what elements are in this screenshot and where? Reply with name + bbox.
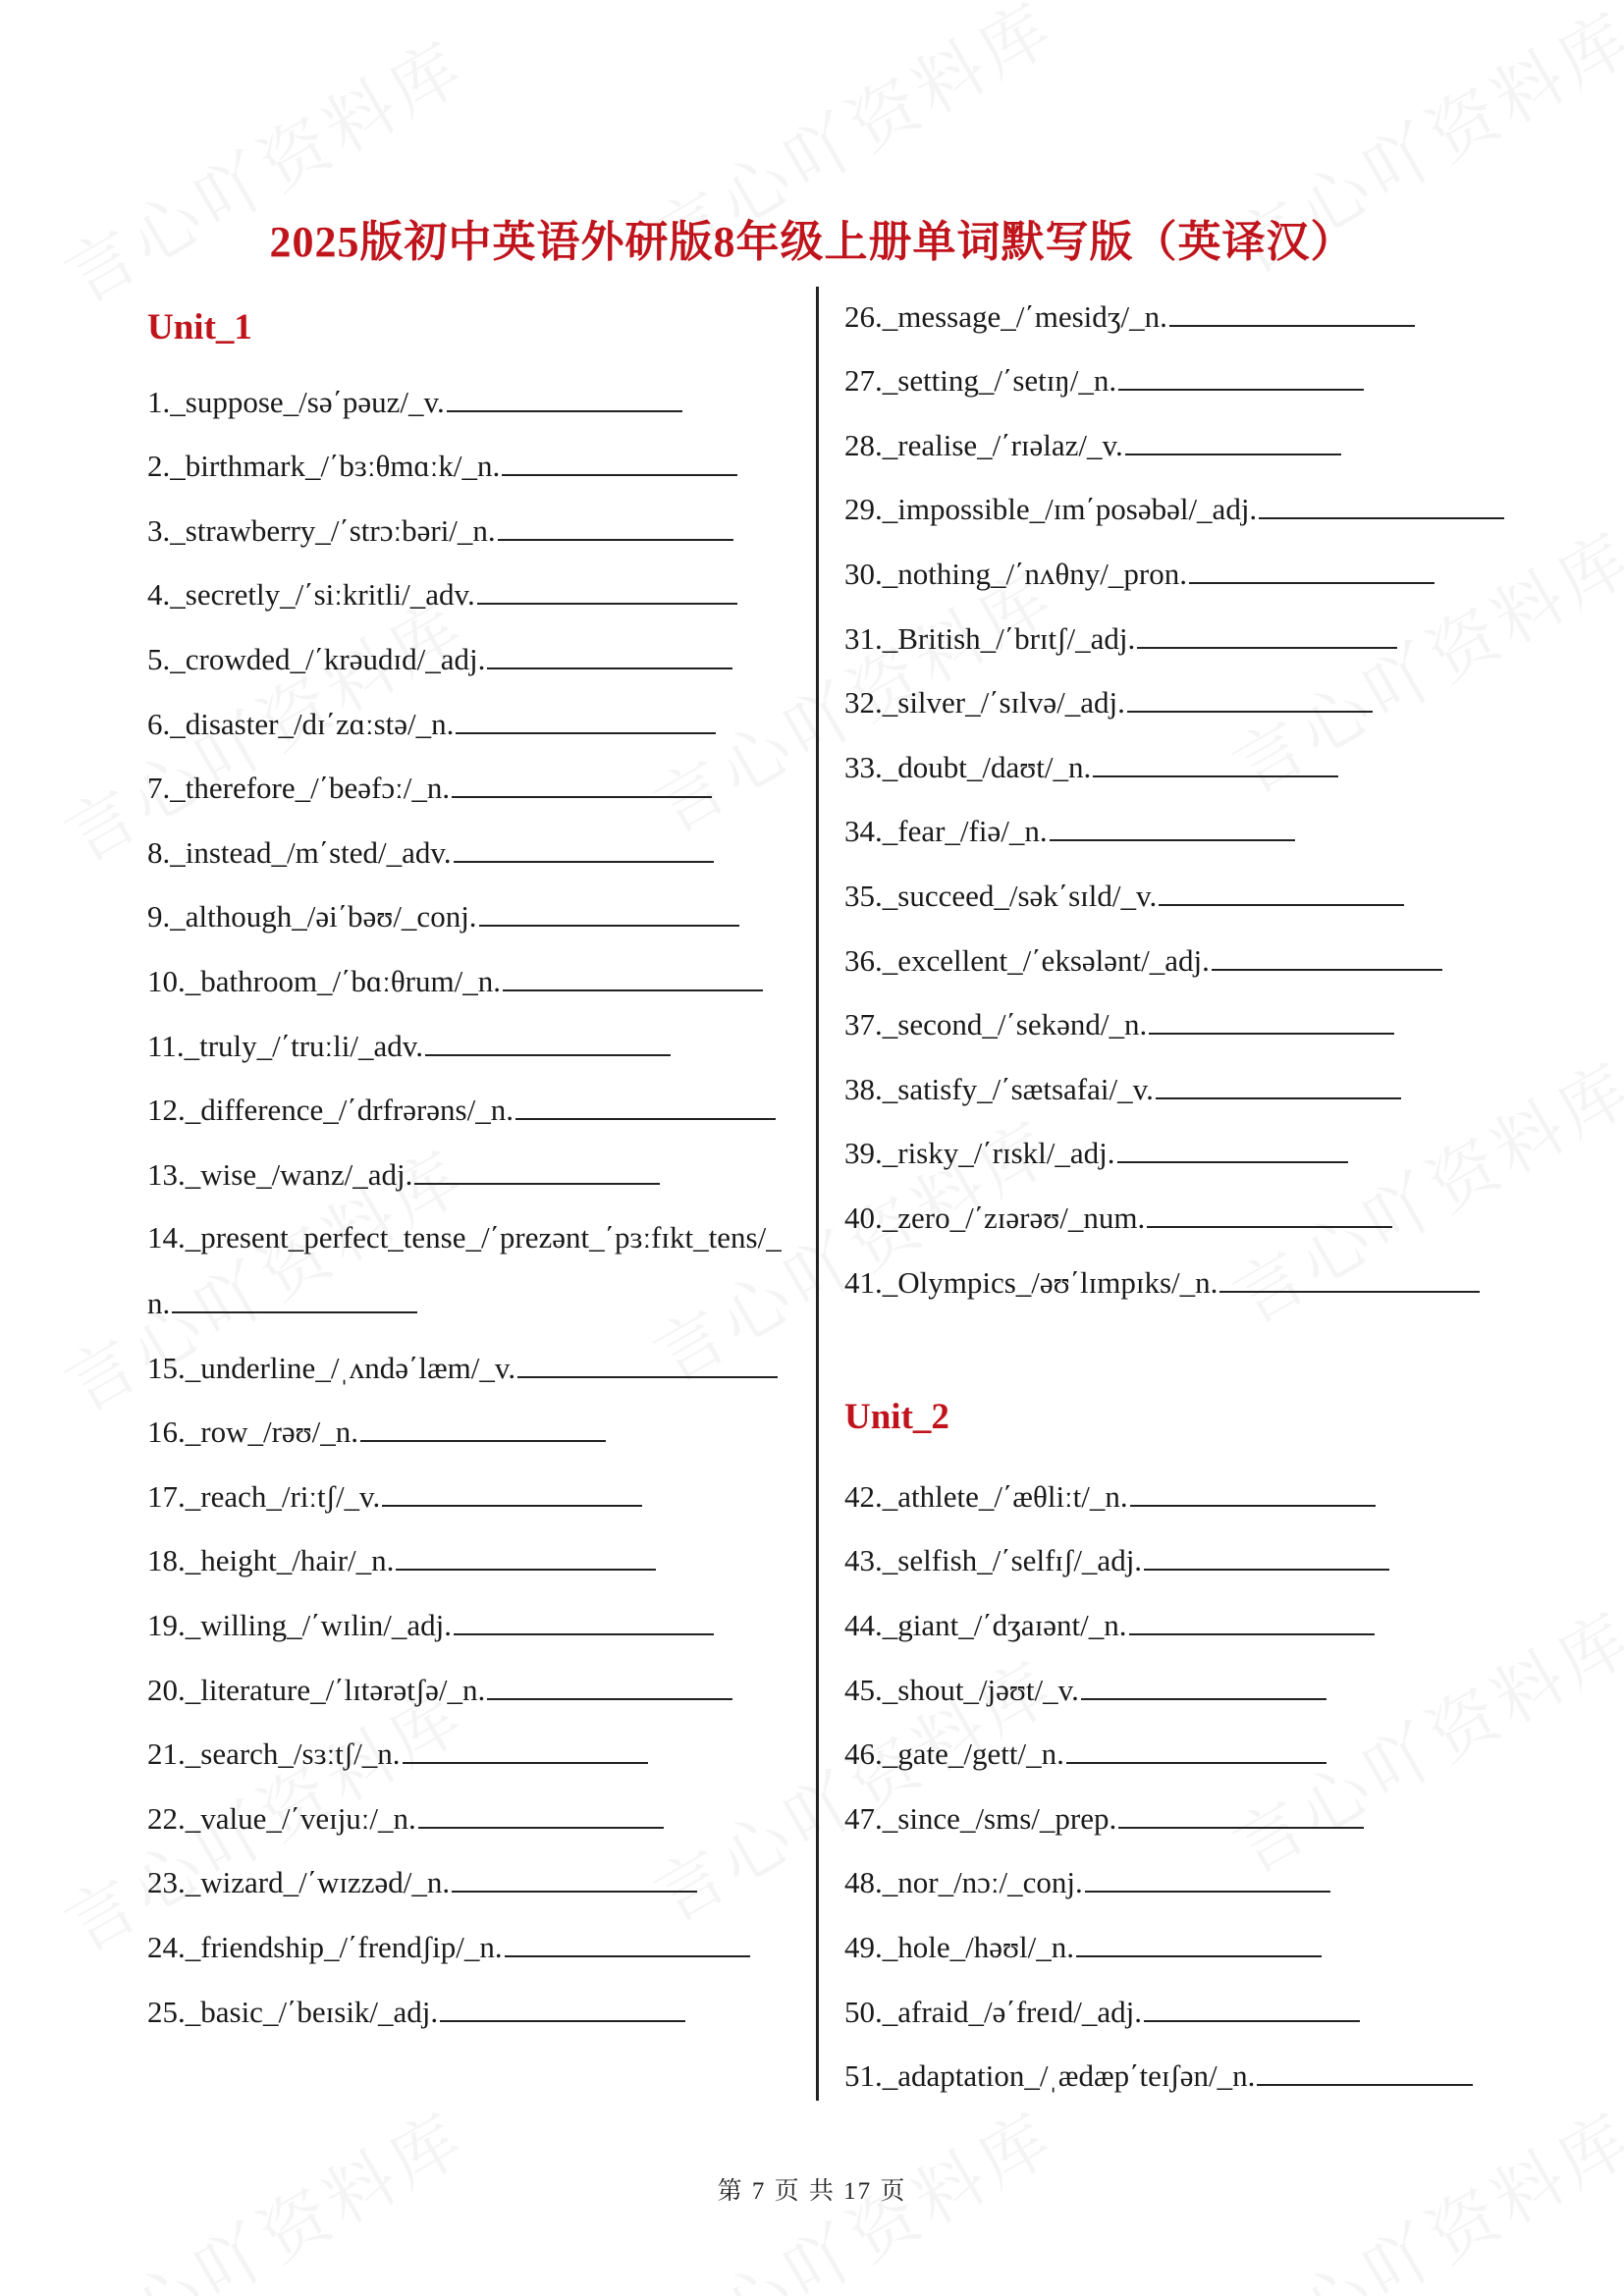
- entry-text: 26._message_/΄mesidʒ/_n.: [844, 299, 1167, 334]
- footer-prefix: 第: [717, 2178, 744, 2205]
- vocab-entry: [147, 1351, 778, 1385]
- entry-text: 39._risky_/΄rɪskl/_adj.: [844, 1136, 1115, 1170]
- footer-mid: 页 共: [774, 2178, 836, 2205]
- vocab-entry: [844, 879, 1404, 913]
- answer-blank[interactable]: [1149, 1007, 1394, 1035]
- vocab-entry: [844, 1543, 1389, 1577]
- vocab-entry: [844, 1736, 1326, 1771]
- footer-suffix: 页: [880, 2178, 907, 2205]
- entry-text: 11._truly_/΄truːli/_adv.: [147, 1029, 423, 1063]
- entry-text: 6._disaster_/dɪ΄zɑːstə/_n.: [147, 707, 455, 741]
- answer-blank[interactable]: [505, 1930, 750, 1957]
- vocab-entry: [844, 814, 1295, 848]
- entry-text: 4._secretly_/΄siːkritli/_adv.: [147, 577, 475, 612]
- vocab-entry: [147, 1608, 714, 1642]
- vocab-entry: [147, 449, 737, 483]
- answer-blank[interactable]: [396, 1543, 656, 1571]
- vocab-entry: [844, 1865, 1330, 1899]
- answer-blank[interactable]: [1156, 1072, 1401, 1099]
- vocab-entry: [844, 428, 1341, 462]
- entry-text: 50._afraid_/ə΄freɪd/_adj.: [844, 1995, 1142, 2029]
- vocab-entry: [147, 771, 712, 805]
- answer-blank[interactable]: [418, 1801, 664, 1829]
- answer-blank[interactable]: [1093, 750, 1338, 777]
- entry-text: 29._impossible_/ɪm΄posəbəl/_adj.: [844, 492, 1258, 526]
- answer-blank[interactable]: [452, 1865, 697, 1893]
- entry-text: 32._silver_/΄sɪlvə/_adj.: [844, 685, 1125, 720]
- answer-blank[interactable]: [1050, 814, 1295, 841]
- vocab-entry: [844, 1608, 1375, 1642]
- answer-blank[interactable]: [1212, 943, 1442, 971]
- vocab-entry: [844, 1801, 1364, 1836]
- answer-blank[interactable]: [1076, 1930, 1322, 1957]
- vocab-entry: [147, 1479, 642, 1514]
- entry-text: 2._birthmark_/΄bɜːθmɑːk/_n.: [147, 449, 501, 483]
- answer-blank[interactable]: [447, 385, 682, 412]
- answer-blank[interactable]: [515, 1093, 776, 1120]
- answer-blank[interactable]: [487, 1673, 732, 1700]
- vocab-entry: [147, 1221, 782, 1255]
- vocab-entry: [844, 1265, 1480, 1300]
- entry-text: 37._second_/΄sekənd/_n.: [844, 1007, 1148, 1041]
- entry-text: 21._search_/sɜːtʃ/_n.: [147, 1736, 401, 1771]
- vocab-entry: [844, 621, 1397, 656]
- entry-text: 23._wizard_/΄wɪzzəd/_n.: [147, 1865, 451, 1899]
- entry-text: 31._British_/΄brɪtʃ/_adj.: [844, 621, 1136, 656]
- answer-blank[interactable]: [479, 899, 739, 927]
- vocab-entry: [147, 1801, 664, 1836]
- entry-text: 17._reach_/riːtʃ/_v.: [147, 1479, 381, 1514]
- entry-text: 46._gate_/gett/_n.: [844, 1736, 1064, 1771]
- entry-text: 45._shout_/jəʊt/_v.: [844, 1673, 1079, 1707]
- answer-blank[interactable]: [456, 707, 716, 734]
- answer-blank[interactable]: [454, 835, 714, 863]
- entry-text: 34._fear_/fiə/_n.: [844, 814, 1048, 848]
- entry-text: 14._present_perfect_tense_/΄prezənt_΄pɜːfɪkt_tens/_: [147, 1220, 782, 1255]
- entry-text: 47._since_/sms/_prep.: [844, 1801, 1117, 1836]
- vocab-entry: [844, 363, 1364, 398]
- entry-text: 30._nothing_/΄nʌθny/_pron.: [844, 557, 1187, 591]
- answer-blank[interactable]: [1127, 685, 1373, 713]
- vocab-entry: [147, 1543, 656, 1577]
- page-title: 2025版初中英语外研版8年级上册单词默写版（英译汉）: [269, 218, 1355, 266]
- vocab-entry: [147, 1930, 750, 1964]
- unit-heading: Unit_2: [844, 1397, 949, 1437]
- answer-blank[interactable]: [1147, 1201, 1392, 1228]
- answer-blank[interactable]: [1130, 1479, 1376, 1507]
- entry-text: 51._adaptation_/ˌædæp΄teɪʃən/_n.: [844, 2058, 1256, 2093]
- answer-blank[interactable]: [502, 449, 737, 476]
- watermark: [44, 13, 481, 322]
- answer-blank[interactable]: [414, 1157, 660, 1185]
- answer-blank[interactable]: [1118, 363, 1364, 391]
- entry-text: 16._row_/rəʊ/_n.: [147, 1415, 359, 1449]
- footer-page-number: 7: [751, 2178, 767, 2205]
- answer-blank[interactable]: [517, 1351, 778, 1378]
- vocab-entry: [844, 1136, 1348, 1170]
- entry-text: 1._suppose_/sə΄pəuz/_v.: [147, 385, 445, 419]
- answer-blank[interactable]: [498, 513, 733, 541]
- entry-text: 8._instead_/m΄sted/_adv.: [147, 835, 452, 870]
- answer-blank[interactable]: [1259, 492, 1504, 519]
- answer-blank[interactable]: [1219, 1265, 1480, 1293]
- unit-heading: Unit_1: [147, 307, 252, 347]
- entry-text: 40._zero_/΄zɪərəʊ/_num.: [844, 1201, 1146, 1235]
- answer-blank[interactable]: [1125, 428, 1341, 455]
- vocab-entry: [844, 1201, 1392, 1235]
- entry-text: 18._height_/hair/_n.: [147, 1543, 395, 1577]
- entry-text: 48._nor_/nɔː/_conj.: [844, 1865, 1083, 1899]
- vocab-entry: [147, 1736, 648, 1771]
- answer-blank[interactable]: [1189, 557, 1435, 584]
- entry-text: 43._selfish_/΄selfɪʃ/_adj.: [844, 1543, 1143, 1577]
- vocab-entry: [147, 964, 763, 998]
- vocab-entry: [147, 899, 739, 934]
- entry-text: 41._Olympics_/əʊ΄lɪmpɪks/_n.: [844, 1265, 1218, 1300]
- vocab-entry: [844, 750, 1338, 784]
- answer-blank[interactable]: [425, 1029, 671, 1056]
- vocab-entry: [844, 557, 1435, 591]
- entry-text: 28._realise_/΄rɪəlaz/_v.: [844, 428, 1123, 462]
- answer-blank[interactable]: [1117, 1136, 1348, 1163]
- answer-blank[interactable]: [1085, 1865, 1330, 1893]
- entry-text: 33._doubt_/daʊt/_n.: [844, 750, 1092, 784]
- answer-blank[interactable]: [360, 1415, 606, 1442]
- entry-text: 49._hole_/həʊl/_n.: [844, 1930, 1074, 1964]
- entry-text: 15._underline_/ˌʌndə΄læm/_v.: [147, 1351, 516, 1385]
- entry-text: 10._bathroom_/΄bɑːθrum/_n.: [147, 964, 501, 998]
- answer-blank[interactable]: [1129, 1608, 1375, 1635]
- vocab-entry: [844, 1007, 1394, 1041]
- vocab-entry: [147, 1673, 732, 1707]
- entry-text: 12._difference_/΄drfrərəns/_n.: [147, 1093, 514, 1127]
- entry-text: 13._wise_/wanz/_adj.: [147, 1157, 413, 1192]
- vocab-entry: [147, 1029, 671, 1063]
- answer-blank[interactable]: [1144, 1543, 1389, 1571]
- vocab-entry: [147, 642, 732, 676]
- answer-blank[interactable]: [172, 1286, 417, 1313]
- entry-text: 25._basic_/΄beɪsik/_adj.: [147, 1995, 439, 2029]
- vocab-entry: [844, 1479, 1376, 1514]
- answer-blank[interactable]: [477, 577, 737, 605]
- vocab-entry: [844, 1930, 1322, 1964]
- entry-text: 20._literature_/΄lɪtərətʃə/_n.: [147, 1673, 486, 1707]
- vocab-entry: [844, 1995, 1360, 2029]
- answer-blank[interactable]: [1137, 621, 1397, 649]
- answer-blank[interactable]: [1159, 879, 1404, 906]
- entry-text: 7._therefore_/΄beəfɔː/_n.: [147, 771, 451, 805]
- vocab-entry: [147, 707, 716, 741]
- vocab-entry: [844, 943, 1442, 978]
- vocab-entry: [844, 1673, 1326, 1707]
- vocab-entry: [147, 513, 733, 548]
- entry-text: 35._succeed_/sək΄sɪld/_v.: [844, 879, 1158, 913]
- entry-text: 5._crowded_/΄krəudɪd/_adj.: [147, 642, 486, 676]
- answer-blank[interactable]: [440, 1995, 685, 2022]
- footer-total-pages: 17: [843, 2178, 873, 2205]
- answer-blank[interactable]: [1169, 299, 1415, 327]
- vocab-entry: [844, 1072, 1401, 1106]
- vocab-entry: [147, 1093, 776, 1127]
- answer-blank[interactable]: [1081, 1673, 1326, 1700]
- entry-text: 36._excellent_/΄eksələnt/_adj.: [844, 943, 1210, 978]
- vocab-entry: [147, 1157, 660, 1192]
- answer-blank[interactable]: [1257, 2058, 1473, 2086]
- answer-blank[interactable]: [454, 1608, 714, 1635]
- page-footer: [0, 2171, 1624, 2207]
- entry-text: 19._willing_/΄wɪlin/_adj.: [147, 1608, 452, 1642]
- answer-blank[interactable]: [1144, 1995, 1360, 2022]
- vocab-entry: [844, 299, 1415, 334]
- column-divider: [816, 287, 819, 2101]
- vocab-entry: [147, 385, 682, 419]
- vocab-entry: [147, 1865, 697, 1899]
- vocab-entry: [147, 577, 737, 612]
- vocab-entry: [844, 2058, 1473, 2093]
- vocab-entry: [147, 1995, 685, 2029]
- entry-text: 22._value_/΄veɪjuː/_n.: [147, 1801, 416, 1836]
- vocab-entry: [844, 685, 1373, 720]
- entry-text: 27._setting_/΄setɪŋ/_n.: [844, 363, 1117, 398]
- answer-blank[interactable]: [503, 964, 763, 991]
- entry-text: 38._satisfy_/΄sætsafai/_v.: [844, 1072, 1154, 1106]
- entry-text: 3._strawberry_/΄strɔːbəri/_n.: [147, 513, 496, 548]
- answer-blank[interactable]: [1066, 1736, 1326, 1764]
- answer-blank[interactable]: [382, 1479, 642, 1507]
- vocab-entry: [147, 1286, 417, 1320]
- answer-blank[interactable]: [403, 1736, 648, 1764]
- vocab-entry: [844, 492, 1504, 526]
- entry-text: 42._athlete_/΄æθliːt/_n.: [844, 1479, 1128, 1514]
- entry-text: 9._although_/əi΄bəʊ/_conj.: [147, 899, 477, 934]
- answer-blank[interactable]: [1118, 1801, 1364, 1829]
- entry-text: 24._friendship_/΄frendʃip/_n.: [147, 1930, 503, 1964]
- vocab-entry: [147, 835, 714, 870]
- answer-blank[interactable]: [452, 771, 712, 798]
- entry-text: n.: [147, 1286, 171, 1320]
- vocab-entry: [147, 1415, 606, 1449]
- entry-text: 44._giant_/΄dʒaɪənt/_n.: [844, 1608, 1127, 1642]
- answer-blank[interactable]: [487, 642, 732, 669]
